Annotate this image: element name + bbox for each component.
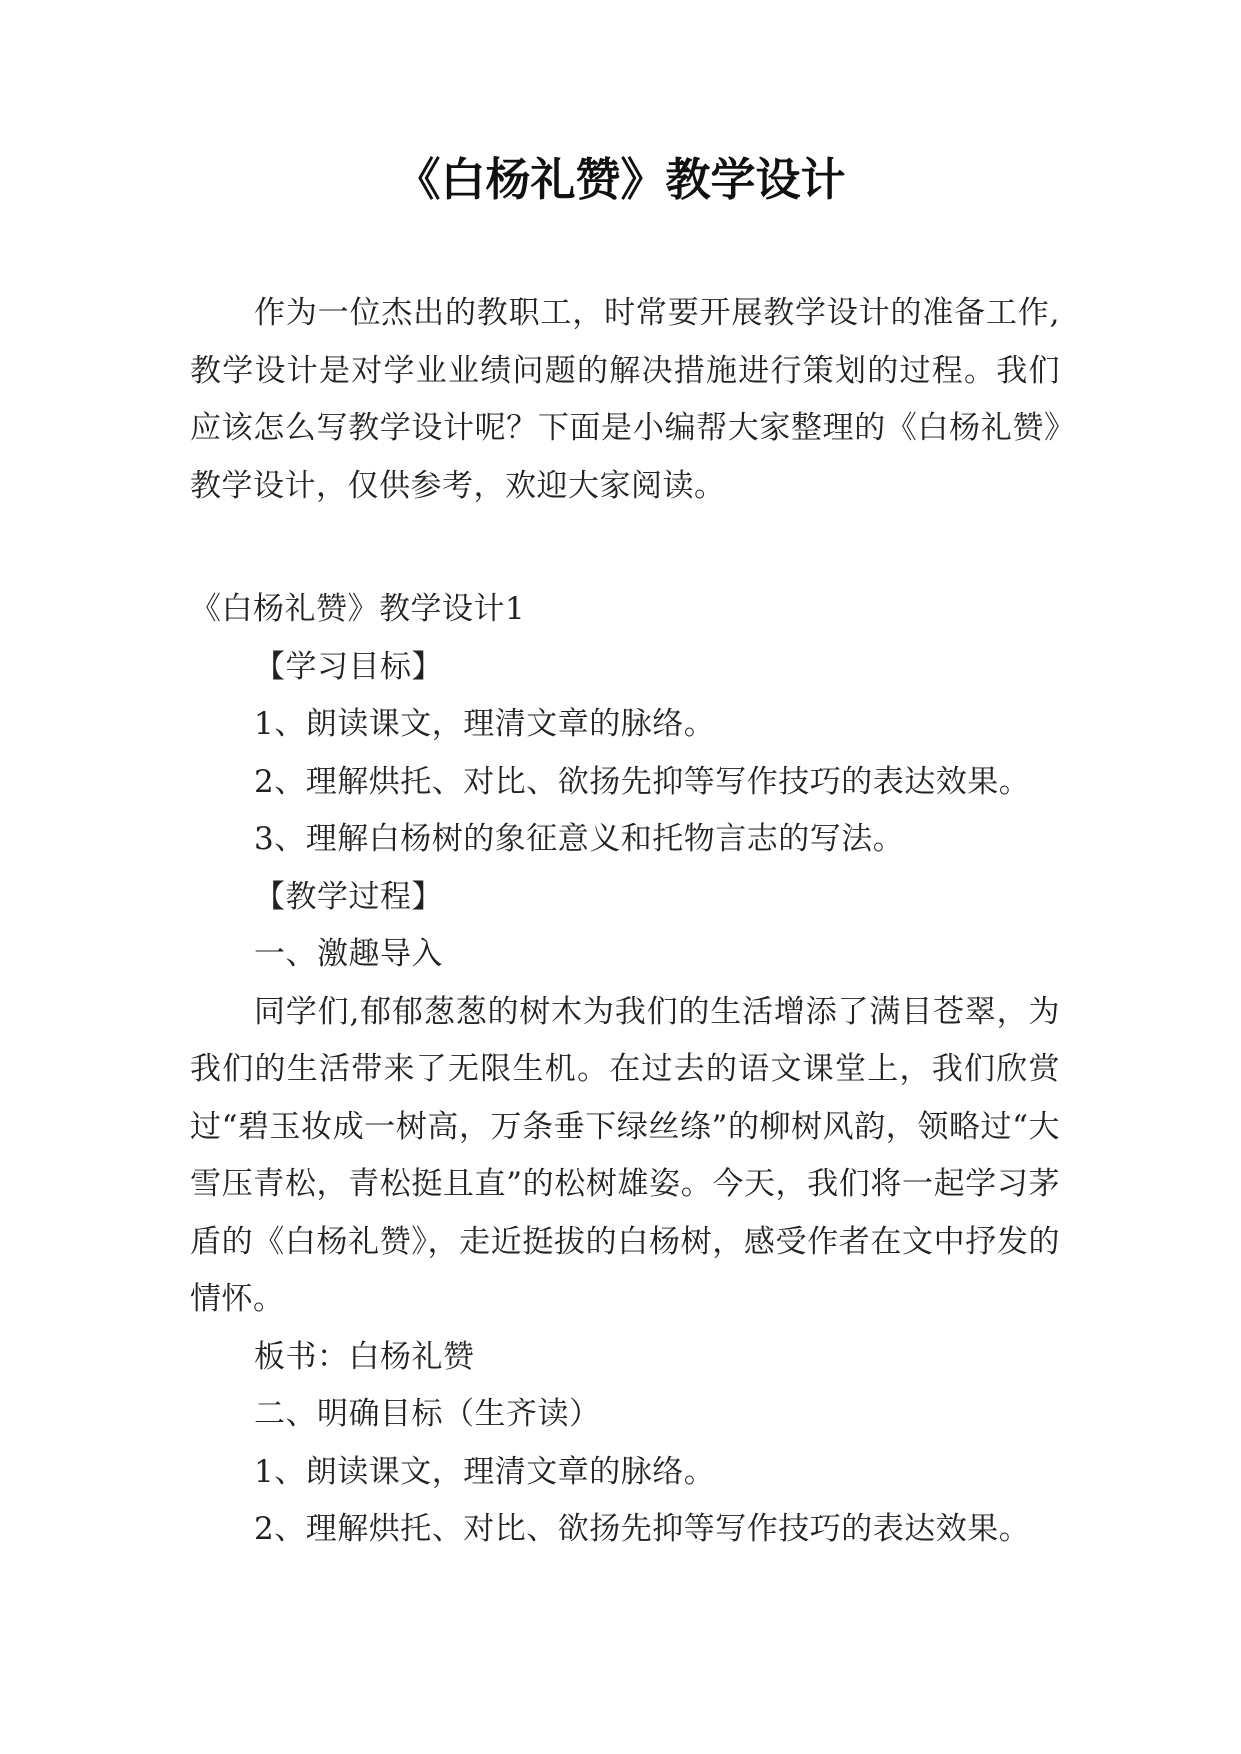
paragraph-spacer: [190, 515, 1060, 581]
step2-heading: 二、明确目标（生齐读）: [254, 1396, 601, 1432]
goals-heading: 【学习目标】: [254, 648, 443, 685]
section-heading: 《白杨礼赞》教学设计1: [190, 591, 526, 627]
step1-heading: 一、激趣导入: [254, 936, 443, 972]
process-heading: 【教学过程】: [254, 878, 443, 915]
document-body: [190, 285, 1060, 1559]
goal-item: 1、朗读课文，理清文章的脉络。: [254, 706, 716, 742]
document-title: 《白杨礼赞》教学设计: [395, 153, 846, 206]
step2-goal-item: 2、理解烘托、对比、欲扬先抑等写作技巧的表达效果。: [254, 1511, 1031, 1547]
intro-paragraph: 作为一位杰出的教职工，时常要开展教学设计的准备工作,教学设计是对学业业绩问题的解决措施进行策划的过程。我们应该怎么写教学设计呢？下面是小编帮大家整理的《白杨礼赞》教学设计，仅供参考，欢迎大家阅读。: [190, 295, 1060, 504]
blackboard-note: 板书：白杨礼赞: [254, 1338, 475, 1375]
goal-item: 2、理解烘托、对比、欲扬先抑等写作技巧的表达效果。: [254, 763, 1031, 800]
step2-goal-item: 1、朗读课文，理清文章的脉络。: [254, 1453, 716, 1490]
goal-item: 3、理解白杨树的象征意义和托物言志的写法。: [254, 821, 905, 857]
step1-paragraph: 同学们,郁郁葱葱的树木为我们的生活增添了满目苍翠，为我们的生活带来了无限生机。在过去的语文课堂上，我们欣赏过“碧玉妆成一树高，万条垂下绿丝绦”的柳树风韵，领略过“大雪压青松，青松挺且直”的松树雄姿。今天，我们将一起学习茅盾的《白杨礼赞》，走近挺拔的白杨树，感受作者在文中抒发的情怀。: [190, 993, 1060, 1317]
